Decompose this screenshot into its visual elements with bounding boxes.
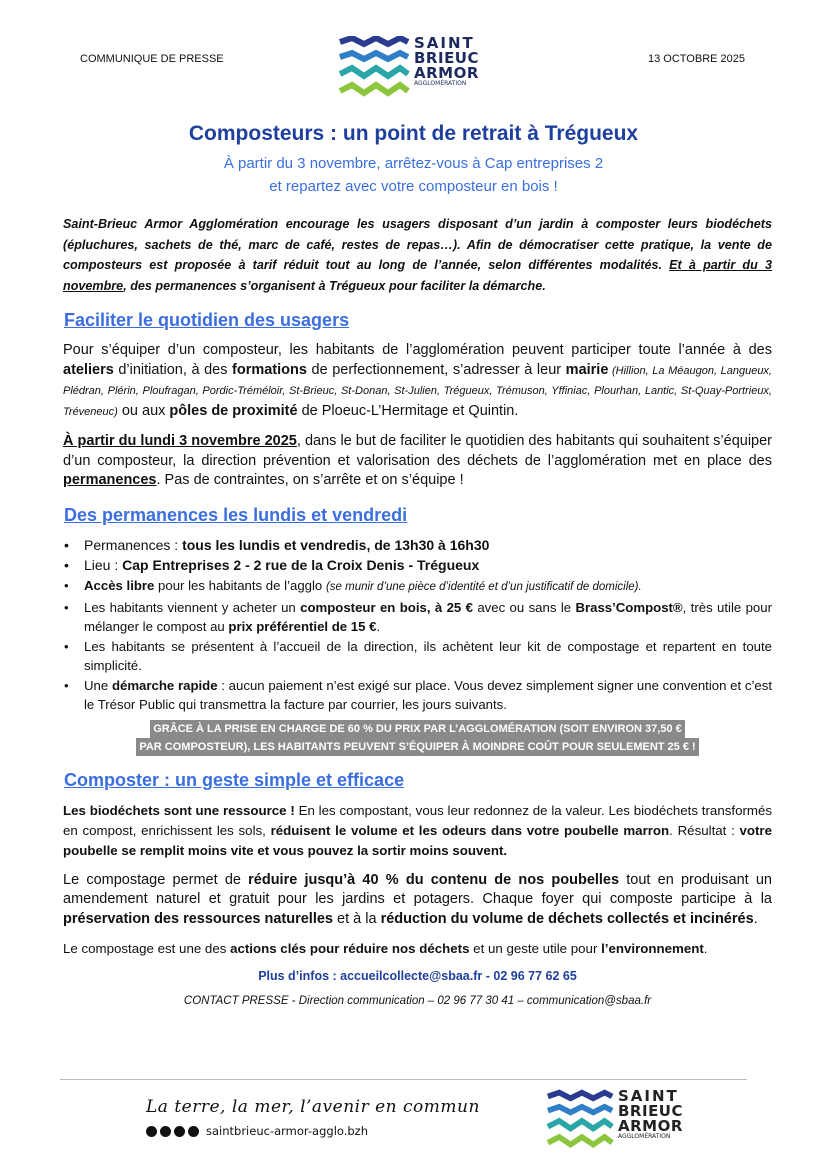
text-run: Saint-Brieuc Armor Agglomération encourage les usagers disposant d’un jardin à composter leurs biodéchets (épluchures, sachets de thé, marc de café, restes de repas…). Afin de démocratiser cette pratique, la vente de composteurs est proposée à tarif réduit tout au long de l’année, selon différentes modalités. bbox=[63, 217, 772, 272]
logo-text: AGGLOMÉRATION bbox=[414, 80, 467, 87]
text-run: Le compostage permet de bbox=[63, 871, 249, 888]
text-run: . Pas de contraintes, on s’arrête et on s’équipe ! bbox=[156, 472, 464, 488]
text-run: composteur en bois, à 25 € bbox=[300, 599, 473, 615]
text-run: Lieu : bbox=[84, 556, 123, 573]
text-run: , des permanences s’organisent à Trégueux pour faciliter la démarche. bbox=[123, 278, 546, 293]
text-run: Les habitants viennent y acheter un bbox=[84, 599, 301, 615]
email-link[interactable]: accueilcollecte@sbaa.fr bbox=[340, 969, 483, 983]
text-run: tous les lundis et vendredis, de 13h30 à 16h30 bbox=[182, 536, 490, 553]
text-run: l’environnement bbox=[601, 941, 704, 956]
website-link[interactable]: saintbrieuc-armor-agglo.bzh bbox=[206, 1124, 368, 1138]
list-item bbox=[63, 676, 772, 714]
logo-text: SAINT bbox=[414, 34, 475, 52]
text-run: permanences bbox=[63, 472, 157, 488]
logo-text: SAINT bbox=[618, 1087, 679, 1105]
bullet-list bbox=[63, 536, 772, 714]
document-date: 13 OCTOBRE 2025 bbox=[647, 53, 745, 65]
text-run: Pour s’équiper d’un composteur, les habitants de l’agglomération peuvent participer toute l’année à des bbox=[63, 342, 772, 358]
header-logo bbox=[338, 36, 479, 98]
logo-text: BRIEUC bbox=[414, 49, 479, 67]
paragraph bbox=[63, 801, 772, 861]
text-run: Permanences : bbox=[84, 536, 183, 553]
press-contact: CONTACT PRESSE - Direction communication – 02 96 77 30 41 – communication@sbaa.fr bbox=[183, 995, 652, 1007]
subtitle-line: À partir du 3 novembre, arrêtez-vous à Cap entreprises 2 bbox=[223, 155, 604, 172]
footer-web bbox=[146, 1124, 368, 1138]
text-run: (se munir d’une pièce d’identité et d’un justificatif de domicile). bbox=[325, 580, 642, 593]
section-heading: Faciliter le quotidien des usagers bbox=[64, 310, 350, 330]
logo-waves-icon bbox=[338, 36, 410, 98]
text-run: Les habitants se présentent à l’accueil de la direction, ils achètent leur kit de compostage et repartent en toute simplicité. bbox=[84, 638, 772, 673]
text-run: démarche rapide bbox=[111, 677, 218, 693]
text-run: ou aux bbox=[117, 402, 170, 419]
text-run: tout en produisant un amendement naturel et gratuit pour les jardins et potagers. Chaque foyer qui composte participe à la bbox=[63, 871, 772, 907]
footer-divider bbox=[60, 1079, 747, 1080]
text-run: À partir du lundi 3 novembre 2025 bbox=[63, 433, 297, 449]
text-run: Cap Entreprises 2 - 2 rue de la Croix Denis - Trégueux bbox=[122, 556, 480, 573]
text-run: . Résultat : bbox=[669, 822, 740, 838]
text-run: réduire jusqu’à 40 % du contenu de nos poubelles bbox=[248, 871, 620, 888]
text-run: Le compostage est une des bbox=[63, 941, 231, 956]
list-item bbox=[63, 598, 772, 636]
logo-text: ARMOR bbox=[618, 1117, 683, 1135]
list-item bbox=[63, 536, 772, 555]
text-run: prix préférentiel de 15 € bbox=[228, 618, 377, 634]
paragraph bbox=[63, 432, 772, 491]
banner-line: GRÂCE À LA PRISE EN CHARGE DE 60 % DU PRIX PAR L’AGGLOMÉRATION (SOIT ENVIRON 37,50 € bbox=[150, 720, 685, 738]
article-body bbox=[63, 214, 772, 1007]
paragraph bbox=[63, 939, 772, 959]
x-icon[interactable] bbox=[188, 1126, 199, 1137]
text-run: actions clés pour réduire nos déchets bbox=[230, 941, 470, 956]
text-run: pôles de proximité bbox=[169, 402, 298, 419]
logo-text: AGGLOMÉRATION bbox=[618, 1133, 671, 1140]
text-run: . bbox=[753, 910, 758, 927]
paragraph bbox=[63, 871, 772, 930]
text-run: et à la bbox=[333, 910, 381, 927]
list-item bbox=[63, 556, 772, 575]
text-run: Accès libre bbox=[84, 577, 155, 593]
more-info-phone: - 02 96 77 62 65 bbox=[482, 969, 577, 983]
text-run: Les biodéchets sont une ressource ! bbox=[63, 802, 295, 818]
document-type: COMMUNIQUE DE PRESSE bbox=[80, 53, 224, 65]
footer-logo bbox=[546, 1089, 683, 1151]
facebook-icon[interactable] bbox=[146, 1126, 157, 1137]
text-run: réduisent le volume et les odeurs dans votre poubelle marron bbox=[270, 822, 670, 838]
text-run: Brass’Compost® bbox=[575, 599, 683, 615]
more-info-label: Plus d’infos : bbox=[258, 969, 341, 983]
text-run: ateliers bbox=[63, 361, 114, 378]
linkedin-icon[interactable] bbox=[160, 1126, 171, 1137]
banner-line: PAR COMPOSTEUR), LES HABITANTS PEUVENT S’ÉQUIPER À MOINDRE COÛT POUR SEULEMENT 25 € ! bbox=[136, 738, 698, 756]
list-item bbox=[63, 576, 772, 597]
page-subtitle bbox=[0, 152, 827, 198]
text-run: . bbox=[703, 941, 708, 956]
highlight-banner bbox=[63, 720, 772, 756]
instagram-icon[interactable] bbox=[174, 1126, 185, 1137]
text-run: En les compostant, vous leur redonnez de la valeur. Les biodéchets transformés en compost, enrichissent les sols, bbox=[63, 802, 773, 838]
logo-waves-icon bbox=[546, 1089, 614, 1151]
text-run: pour les habitants de l’agglo bbox=[154, 577, 326, 593]
text-run: réduction du volume de déchets collectés et incinérés bbox=[380, 910, 754, 927]
logo-text: ARMOR bbox=[414, 64, 479, 82]
text-run: . bbox=[376, 618, 381, 634]
paragraph bbox=[63, 341, 772, 422]
subtitle-line: et repartez avec votre composteur en bois ! bbox=[269, 178, 558, 195]
text-run: et un geste utile pour bbox=[469, 941, 602, 956]
text-run: de Ploeuc-L’Hermitage et Quintin. bbox=[297, 402, 519, 419]
text-run: avec ou sans le bbox=[472, 599, 576, 615]
intro-paragraph bbox=[63, 214, 772, 296]
text-run: Et à partir du 3 novembre bbox=[63, 258, 772, 293]
text-run: d’initiation, à des bbox=[113, 361, 233, 378]
text-run: formations bbox=[232, 361, 307, 378]
page-title: Composteurs : un point de retrait à Trégueux bbox=[188, 122, 639, 145]
text-run: préservation des ressources naturelles bbox=[63, 910, 333, 927]
footer-slogan: La terre, la mer, l’avenir en commun bbox=[146, 1097, 480, 1117]
text-run: , dans le but de faciliter le quotidien des habitants qui souhaitent s’équiper d’un composteur, la direction prévention et valorisation des déchets de l’agglomération met en place des bbox=[63, 433, 773, 469]
text-run: votre poubelle se remplit moins vite et vous pouvez la sortir moins souvent. bbox=[63, 822, 772, 858]
section-heading: Composter : un geste simple et efficace bbox=[64, 769, 405, 790]
text-run: Une bbox=[84, 677, 112, 693]
text-run: (Hillion, La Méaugon, Langueux, Plédran, Plérin, Ploufragan, Pordic-Tréméloir, St-Brieuc, St-Donan, St-Julien, Trégueux, Trémuson, Yffiniac, Plourhan, Lantic, St-Quay-Portrieux, Tréveneuc) bbox=[63, 364, 772, 418]
list-item bbox=[63, 637, 772, 675]
text-run: de perfectionnement, s’adresser à leur bbox=[306, 361, 566, 378]
logo-text: BRIEUC bbox=[618, 1102, 683, 1120]
more-info bbox=[63, 969, 772, 983]
text-run: : aucun paiement n’est exigé sur place. Vous devez simplement signer une convention et c’est le Trésor Public qui transmettra la facture par courrier, les jours suivants. bbox=[84, 677, 773, 712]
text-run: mairie bbox=[565, 361, 609, 378]
section-heading: Des permanences les lundis et vendredi bbox=[64, 504, 408, 525]
text-run: , très utile pour mélanger le compost au bbox=[84, 599, 772, 634]
